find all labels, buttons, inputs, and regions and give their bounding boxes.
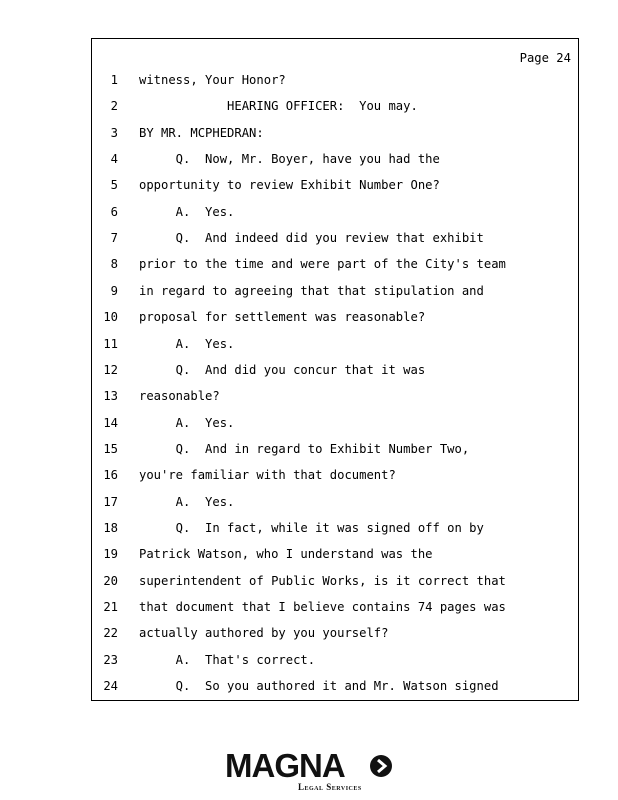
line-number: 20 <box>103 573 118 588</box>
transcript-line <box>92 310 578 336</box>
line-number: 10 <box>103 310 118 325</box>
transcript-line <box>92 178 578 204</box>
line-text: proposal for settlement was reasonable? <box>139 310 426 325</box>
transcript-line <box>92 257 578 283</box>
line-text: Q. So you authored it and Mr. Watson signed <box>139 679 499 694</box>
line-number: 9 <box>110 283 118 298</box>
line-number: 18 <box>103 520 118 535</box>
line-text: A. That's correct. <box>139 652 316 667</box>
line-number: 12 <box>103 362 118 377</box>
line-number: 16 <box>103 468 118 483</box>
transcript-line <box>92 416 578 442</box>
transcript-line <box>92 337 578 363</box>
line-text: that document that I believe contains 74 pages was <box>139 600 506 614</box>
transcript-line <box>92 600 578 626</box>
transcript-line <box>92 626 578 652</box>
transcript-line <box>92 152 578 178</box>
line-number: 5 <box>110 178 118 193</box>
line-text: HEARING OFFICER: You may. <box>139 99 418 114</box>
line-text: Q. And indeed did you review that exhibit <box>139 231 484 246</box>
transcript-line <box>92 495 578 521</box>
line-text: you're familiar with that document? <box>139 468 396 483</box>
line-text: A. Yes. <box>139 204 235 219</box>
line-text: Q. Now, Mr. Boyer, have you had the <box>139 152 440 167</box>
transcript-line <box>92 547 578 573</box>
line-number: 15 <box>103 441 118 456</box>
line-number: 21 <box>103 600 118 614</box>
line-text: prior to the time and were part of the City's team <box>139 257 506 272</box>
page-number: Page 24 <box>519 51 571 65</box>
line-text: witness, Your Honor? <box>139 73 286 87</box>
line-number: 3 <box>110 125 118 140</box>
transcript-line <box>92 574 578 600</box>
chevron-right-icon <box>370 755 392 777</box>
line-number: 6 <box>110 204 118 219</box>
logo-wordmark: MAGNA <box>225 747 345 784</box>
transcript-line <box>92 73 578 99</box>
transcript-line <box>92 442 578 468</box>
logo-subtitle: Legal Services <box>298 782 362 792</box>
line-number: 23 <box>103 652 118 667</box>
transcript-line <box>92 284 578 310</box>
transcript-line <box>92 126 578 152</box>
line-number: 4 <box>110 152 118 167</box>
line-number: 2 <box>110 99 118 114</box>
transcript-line <box>92 231 578 257</box>
transcript-line <box>92 679 578 705</box>
line-text: superintendent of Public Works, is it correct that <box>139 573 506 588</box>
line-text: A. Yes. <box>139 494 235 509</box>
line-text: Patrick Watson, who I understand was the <box>139 547 433 562</box>
line-text: Q. And did you concur that it was <box>139 362 426 377</box>
line-number: 13 <box>103 389 118 404</box>
line-number: 24 <box>103 679 118 694</box>
line-number: 8 <box>110 257 118 272</box>
line-number: 22 <box>103 626 118 641</box>
transcript-line <box>92 653 578 679</box>
line-number: 19 <box>103 547 118 562</box>
line-text: Q. In fact, while it was signed off on by <box>139 520 484 535</box>
line-number: 11 <box>103 336 118 351</box>
transcript-line <box>92 205 578 231</box>
line-text: opportunity to review Exhibit Number One? <box>139 178 440 193</box>
line-text: A. Yes. <box>139 415 235 430</box>
line-text: Q. And in regard to Exhibit Number Two, <box>139 441 470 456</box>
line-text: actually authored by you yourself? <box>139 626 389 641</box>
transcript-line <box>92 99 578 125</box>
magna-logo <box>225 748 395 794</box>
line-number: 14 <box>103 415 118 430</box>
transcript-line <box>92 389 578 415</box>
line-number: 7 <box>110 231 118 246</box>
line-number: 17 <box>103 494 118 509</box>
line-number: 1 <box>110 73 118 87</box>
transcript-line <box>92 521 578 547</box>
line-text: A. Yes. <box>139 336 235 351</box>
transcript-page <box>91 38 579 701</box>
line-text: BY MR. MCPHEDRAN: <box>139 125 264 140</box>
line-text: in regard to agreeing that that stipulation and <box>139 283 484 298</box>
transcript-line <box>92 363 578 389</box>
transcript-line <box>92 468 578 494</box>
line-text: reasonable? <box>139 389 220 404</box>
